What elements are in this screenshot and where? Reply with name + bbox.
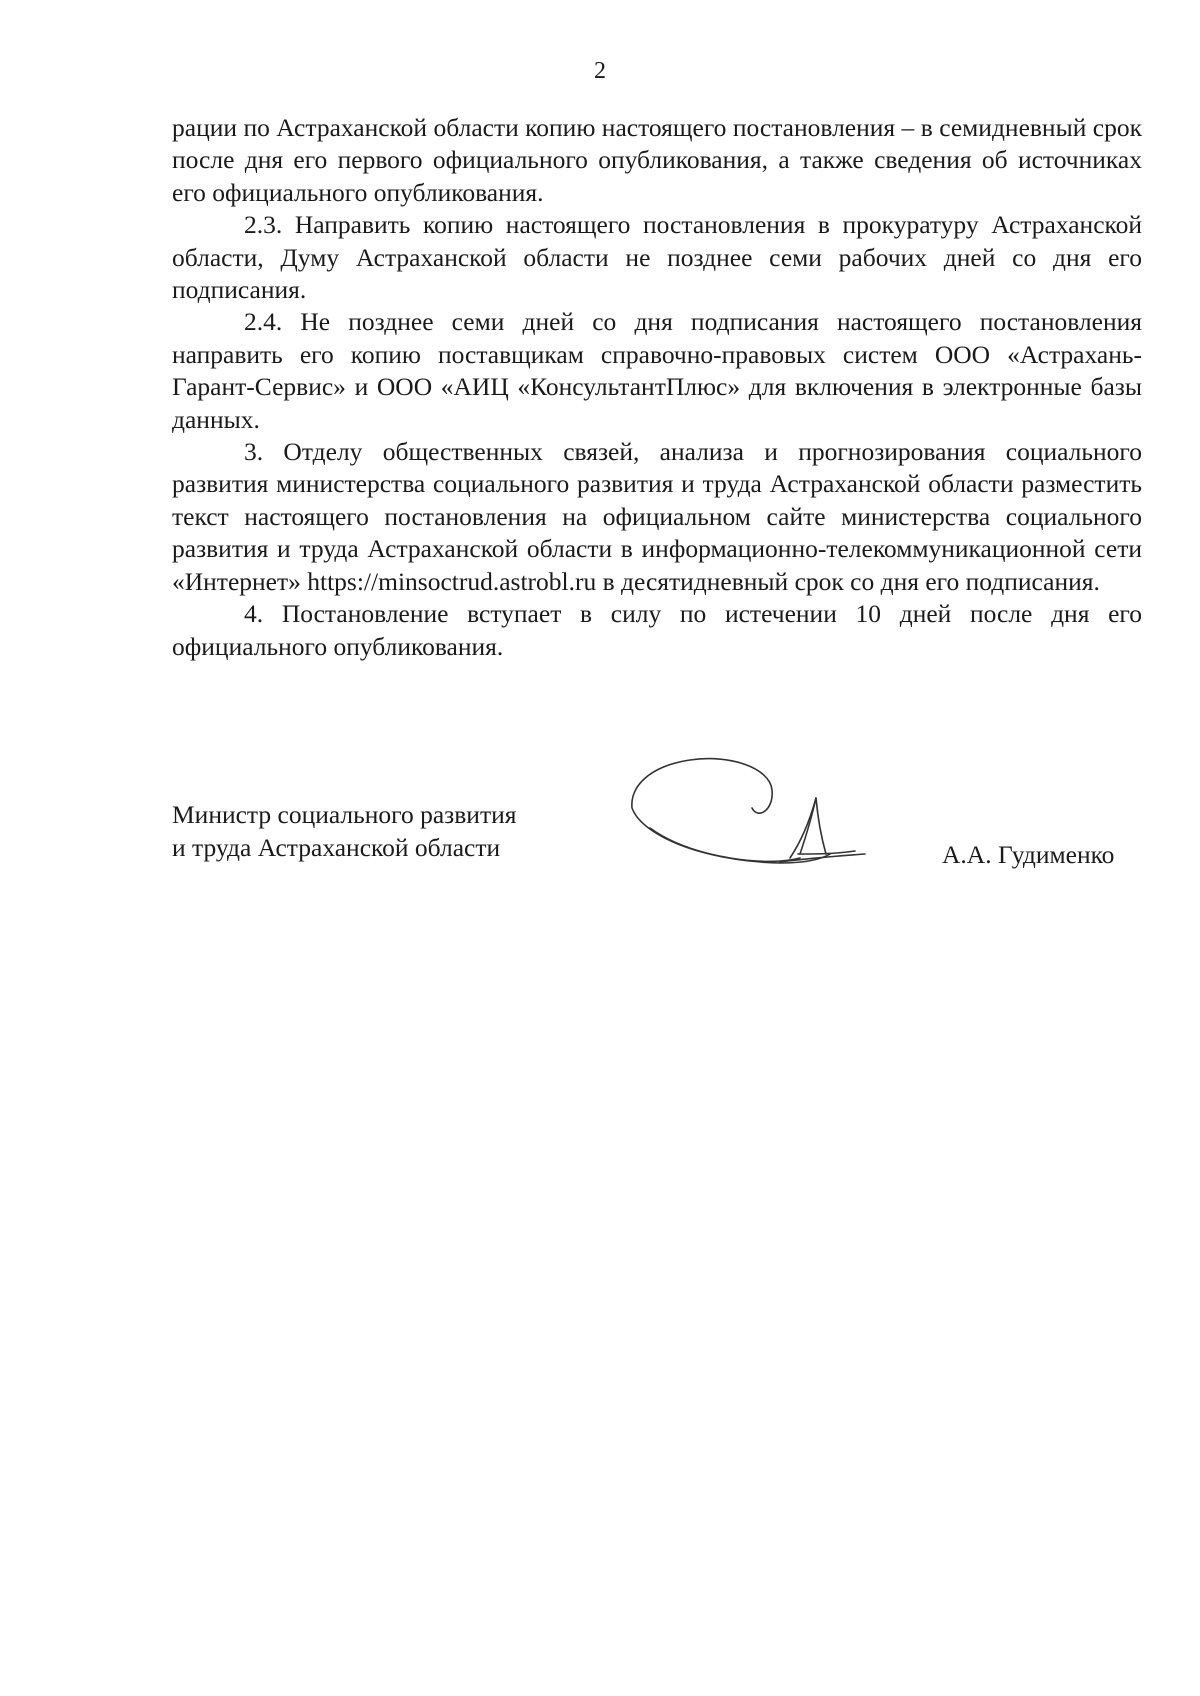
signatory-position-line-2: и труда Астраханской области [172,833,501,862]
paragraph-3: 3. Отделу общественных связей, анализа и прогнозирования социального развития министерства социального развития и труда Астраханской области разместить текст настоящего постановления на официальном сайте министерства социального развития и труда Астраханской области в информационно-телекоммуникационной сети «Интернет» https://minsoctrud.astrobl.ru в десятидневный срок со дня его подписания. [172,437,1142,596]
document-body [172,112,1142,663]
signatory-position [172,798,516,864]
paragraph-2-3: 2.3. Направить копию настоящего постановления в прокуратуру Астраханской области, Думу Астраханской области не позднее семи рабочих дней со дня его подписания. [172,210,1142,305]
paragraph-continuation: рации по Астраханской области копию настоящего постановления – в семидневный срок после дня его первого официального опубликования, а также сведения об источниках его официального опубликования. [172,113,1142,207]
signatory-name: А.А. Гудименко [942,840,1115,869]
paragraph-2-4: 2.4. Не позднее семи дней со дня подписания настоящего постановления направить его копию поставщикам справочно-правовых систем ООО «Астрахань-Гарант-Сервис» и ООО «АИЦ «КонсультантПлюс» для включения в электронные базы данных. [172,307,1142,434]
page-number: 2 [594,58,606,84]
signatory-position-line-1: Министр социального развития [172,800,517,829]
handwritten-signature [620,750,920,880]
paragraph-4: 4. Постановление вступает в силу по истечении 10 дней после дня его официального опубликования. [172,599,1142,661]
